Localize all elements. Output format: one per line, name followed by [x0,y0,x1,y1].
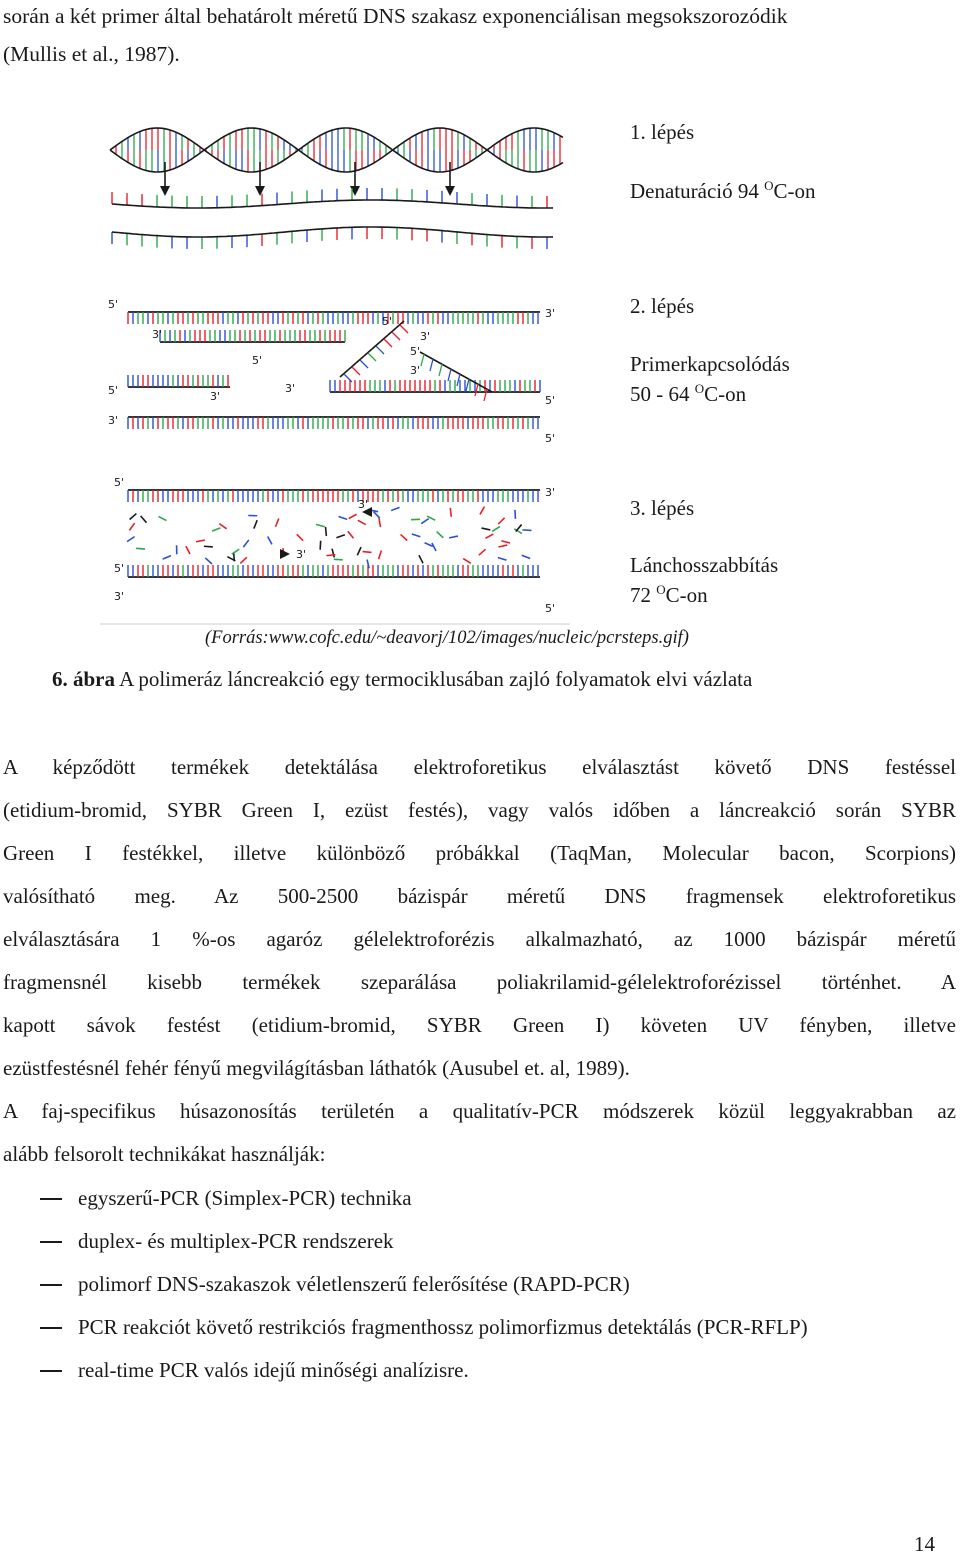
strand-end-label: 3' [114,590,124,603]
list-item: PCR reakciót követő restrikciós fragmenthossz polimorfizmus detektálás (PCR-RFLP) [0,1306,960,1349]
strand-end-label: 3' [108,414,118,427]
base-pair [439,364,442,376]
free-nucleotide [412,534,421,537]
step-2-desc-line1: Primerkapcsolódás [630,352,790,377]
free-nucleotide [276,518,279,526]
dash-bullet-icon [40,1241,62,1243]
free-nucleotide [379,551,382,560]
free-nucleotide [363,552,372,553]
paragraph-line: A képződött termékek detektálása elektroforetikus elválasztást követő DNS festéssel [3,746,956,789]
free-nucleotide [136,548,145,549]
free-nucleotide [196,540,205,542]
strand-end-label: 5' [114,562,124,575]
strand-end-label: 5' [545,432,555,445]
strand-end-label: 5' [108,298,118,311]
step-1-title: 1. lépés [630,120,694,145]
base-pair [376,346,384,354]
base-pair [352,367,360,375]
polymerase-arrow-icon [280,549,290,559]
helix-backbone [110,128,563,172]
free-nucleotide [127,537,135,542]
paragraph-line: ezüstfestésnél fehér fényű megvilágításban láthatók (Ausubel et. al, 1989). [3,1047,956,1090]
free-nucleotide [498,518,504,524]
paragraph-line: Green I festékkel, illetve különböző próbákkal (TaqMan, Molecular bacon, Scorpions) [3,832,956,875]
paragraph-line: (etidium-bromid, SYBR Green I, ezüst festés), vagy valós időben a láncreakció során SYBR [3,789,956,832]
free-nucleotide [485,534,493,538]
free-nucleotide [326,527,327,536]
caption-number: 6. ábra [52,667,115,691]
free-nucleotide [479,549,486,555]
paragraph-line: fragmensnél kisebb termékek szeparálása poliakrilamid-gélelektroforézissel történhet. A [3,961,956,1004]
page-number: 14 [914,1532,935,1557]
strand-end-label: 5' [410,345,420,358]
free-nucleotide [349,514,357,518]
arrow-down-icon [160,186,170,196]
free-nucleotide [391,507,399,510]
arrow-down-icon [445,186,455,196]
strand-end-label: 5' [114,476,124,489]
free-nucleotide [141,516,147,523]
base-pair [430,359,433,371]
free-nucleotide [204,546,213,547]
free-nucleotide [498,545,507,547]
strand-end-label: 3' [410,364,420,377]
free-nucleotide [498,558,507,561]
base-pair [392,332,400,340]
free-nucleotide [232,549,239,554]
base-pair [448,369,451,381]
free-nucleotide [374,512,380,519]
free-nucleotide [268,536,272,544]
free-nucleotide [463,559,471,564]
strand-end-label: 3' [358,498,368,511]
free-nucleotide [158,516,166,520]
free-nucleotide [186,546,190,554]
free-nucleotide [212,528,220,531]
paragraph-detection [3,746,956,1090]
arrow-down-icon [255,186,265,196]
strand-end-label: 3' [420,330,430,343]
strand-end-label: 3' [545,307,555,320]
free-nucleotide [316,524,325,526]
step-2-title: 2. lépés [630,294,694,319]
free-nucleotide [480,507,485,515]
step-3-title: 3. lépés [630,496,694,521]
list-item: real-time PCR valós idejű minőségi analízisre. [0,1349,960,1392]
free-nucleotide [339,517,348,520]
free-nucleotide [332,549,334,558]
dash-bullet-icon [40,1370,62,1372]
free-nucleotide [492,527,500,532]
step-3-desc-line1: Lánchosszabbítás [630,553,778,578]
dash-bullet-icon [40,1327,62,1329]
free-nucleotide [421,519,428,524]
free-nucleotide [297,534,303,540]
step-1-desc: Denaturáció 94 $^O$C-on [630,178,816,204]
free-nucleotide [501,541,510,543]
strand-end-label: 5' [108,384,118,397]
free-nucleotide [326,555,335,556]
free-nucleotide [130,514,137,520]
free-nucleotide [450,508,451,517]
strand-end-label: 5' [545,394,555,407]
free-nucleotide [449,536,458,538]
strand-end-label: 3' [296,548,306,561]
caption-text: A polimeráz láncreakció egy termociklusában zajló folyamatok elvi vázlata [115,667,752,691]
figure-source: (Forrás:www.cofc.edu/~deavorj/102/images/nucleic/pcrsteps.gif) [205,628,689,649]
free-nucleotide [358,520,366,524]
strand-end-label: 5' [382,315,392,328]
free-nucleotide [437,532,444,538]
strand-end-label: 3' [285,382,295,395]
strand-end-label: 3' [152,328,162,341]
free-nucleotide [516,525,522,532]
paragraph-line: alább felsorolt technikákat használják: [3,1133,956,1176]
free-nucleotide [482,528,491,530]
paragraph-techniques [3,1090,956,1176]
strand-end-label: 3' [210,390,220,403]
free-nucleotide [336,535,344,538]
step-3-desc-line2: 72 $^O$C-on [630,582,708,608]
list-item: egyszerű-PCR (Simplex-PCR) technika [0,1177,960,1220]
free-nucleotide [240,557,246,563]
free-nucleotide [254,520,257,528]
free-nucleotide [243,540,248,547]
base-pair [384,339,392,347]
paragraph-line: valósítható meg. Az 500-2500 bázispár méretű DNS fragmensek elektroforetikus [3,875,956,918]
top-line-2: (Mullis et al., 1987). [3,40,956,68]
free-nucleotide [129,523,134,530]
step-2-desc-line2: 50 - 64 $^O$C-on [630,381,746,407]
strand-end-label: 5' [252,354,262,367]
base-pair [360,360,368,368]
strand-end-label: 5' [545,602,555,615]
base-pair [421,354,424,366]
base-pair [368,353,376,361]
free-nucleotide [419,555,423,563]
free-nucleotide [205,558,212,564]
free-nucleotide [432,543,436,551]
free-nucleotide [348,531,354,538]
dash-bullet-icon [40,1284,62,1286]
technique-list [0,1177,960,1392]
top-line-1: során a két primer által behatárolt méretű DNS szakasz exponenciálisan megsokszorozódik [3,2,956,30]
free-nucleotide [163,556,171,560]
strand-end-label: 3' [545,486,555,499]
free-nucleotide [379,518,381,527]
list-item: duplex- és multiplex-PCR rendszerek [0,1220,960,1263]
free-nucleotide [522,555,530,558]
paragraph-line: kapott sávok festést (etidium-bromid, SYBR Green I) követen UV fényben, illetve [3,1004,956,1047]
figure-caption [52,667,752,692]
base-pair [466,379,469,391]
base-pair [400,325,408,333]
helix-backbone [110,128,563,172]
paragraph-line: elválasztására 1 %-os agaróz gélelektroforézis alkalmazható, az 1000 bázispár méretű [3,918,956,961]
dash-bullet-icon [40,1198,62,1200]
free-nucleotide [357,547,361,555]
paragraph-line: A faj-specifikus húsazonosítás területén a qualitatív-PCR módszerek közül leggyakrabban az [3,1090,956,1133]
free-nucleotide [522,530,531,531]
list-item: polimorf DNS-szakaszok véletlenszerű felerősítése (RAPD-PCR) [0,1263,960,1306]
pcr-diagram [100,112,570,632]
free-nucleotide [401,534,408,540]
